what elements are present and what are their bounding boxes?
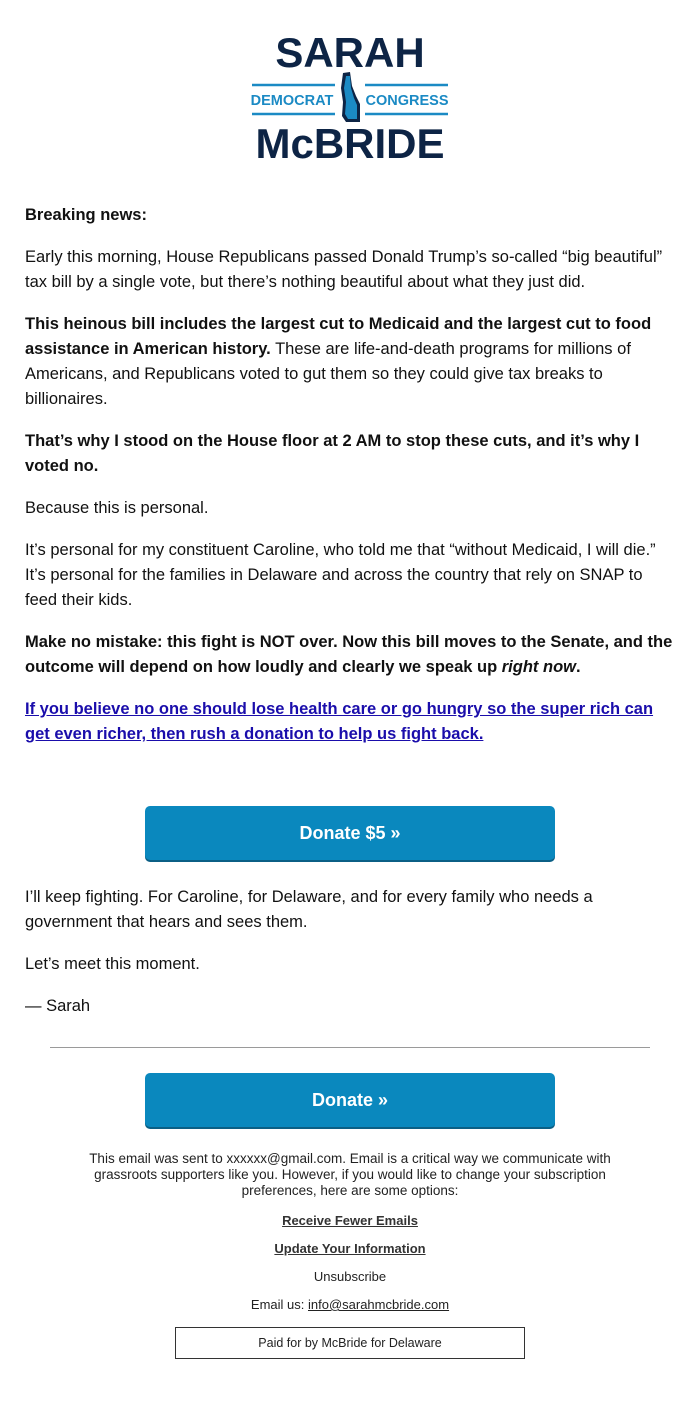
closing-line: Let’s meet this moment. bbox=[25, 955, 200, 973]
contact-email-line bbox=[75, 1297, 625, 1313]
email-body bbox=[25, 203, 675, 764]
paragraph-5: It’s personal for my constituent Caroline, who told me that “without Medicaid, I will die.” It’s personal for the families in Delaware and across the country that rely on SNAP to feed their kids. bbox=[25, 541, 656, 609]
receive-fewer-emails-link[interactable]: Receive Fewer Emails bbox=[282, 1213, 418, 1228]
donation-cta-link[interactable]: If you believe no one should lose health care or go hungry so the super rich can get even richer, then rush a donation to help us fight back. bbox=[25, 700, 654, 743]
paragraph-3: That’s why I stood on the House floor at 2 AM to stop these cuts, and it’s why I voted no. bbox=[25, 432, 640, 475]
footer-note: This email was sent to xxxxxx@gmail.com. Email is a critical way we communicate with grassroots supporters like you. However, if you would like to change your subscription preferences, here are some options: bbox=[89, 1151, 611, 1198]
logo-first-name: SARAH bbox=[275, 30, 425, 76]
donate-button-2-container bbox=[0, 1073, 700, 1127]
logo-right-tag: CONGRESS bbox=[365, 93, 449, 109]
paragraph-2-rest: These are life-and-death programs for millions of Americans, and Republicans voted to gut them so they could give tax breaks to billionaires. bbox=[25, 340, 631, 408]
paragraph-6-end: . bbox=[576, 658, 581, 676]
paragraph-1: Early this morning, House Republicans passed Donald Trump’s so-called “big beautiful” tax bill by a single vote, but there’s nothing beautiful about what they just did. bbox=[25, 248, 663, 291]
closing-section bbox=[25, 885, 675, 1036]
footer bbox=[75, 1151, 625, 1327]
logo-left-tag: DEMOCRAT bbox=[250, 93, 334, 109]
signoff: — Sarah bbox=[25, 997, 91, 1015]
closing-paragraph: I’ll keep fighting. For Caroline, for Delaware, and for every family who needs a government that hears and sees them. bbox=[25, 888, 593, 931]
lead-line: Breaking news: bbox=[25, 206, 147, 224]
logo-last-name: McBRIDE bbox=[255, 120, 445, 165]
paragraph-6-emphasis: right now bbox=[501, 658, 576, 676]
donate-button[interactable]: Donate » bbox=[145, 1073, 555, 1127]
donate-5-button[interactable]: Donate $5 » bbox=[145, 806, 555, 860]
donate-button-1-container bbox=[0, 806, 700, 860]
email-label: Email us: bbox=[250, 1297, 308, 1312]
update-information-link[interactable]: Update Your Information bbox=[274, 1241, 426, 1256]
contact-email-link[interactable]: info@sarahmcbride.com bbox=[307, 1297, 450, 1312]
paragraph-6 bbox=[25, 630, 675, 680]
paid-for-disclaimer: Paid for by McBride for Delaware bbox=[175, 1327, 525, 1359]
paragraph-4: Because this is personal. bbox=[25, 499, 209, 517]
paragraph-2-bold: This heinous bill includes the largest cut to Medicaid and the largest cut to food assistance in American history. bbox=[25, 315, 652, 358]
paragraph-2 bbox=[25, 312, 675, 412]
unsubscribe-link[interactable]: Unsubscribe bbox=[313, 1269, 387, 1284]
delaware-state-icon bbox=[341, 72, 360, 122]
divider bbox=[50, 1047, 650, 1048]
campaign-logo bbox=[0, 30, 700, 165]
paragraph-6-text: Make no mistake: this fight is NOT over. Now this bill moves to the Senate, and the outcome will depend on how loudly and clearly we speak up bbox=[25, 633, 673, 676]
